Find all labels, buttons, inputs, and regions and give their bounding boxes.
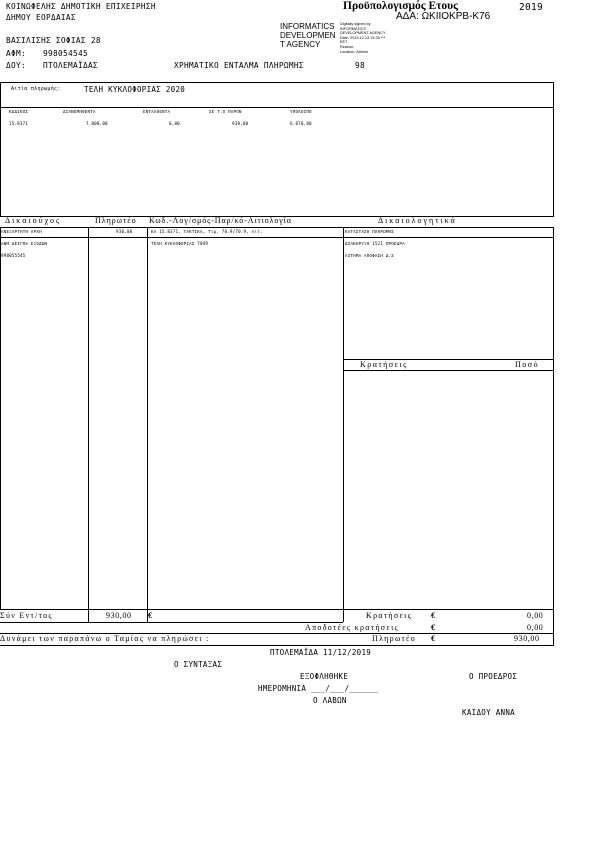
budget-header-allocated: ΔΙΑΝΕΜΗΘΕΝΤΑ bbox=[63, 109, 96, 114]
header-divider bbox=[0, 237, 554, 238]
payable-total-currency: € bbox=[431, 634, 435, 643]
column-divider bbox=[147, 227, 148, 610]
company-name-line1: ΚΟΙΝΩΦΕΛΗΣ ΔΗΜΟΤΙΚΗ ΕΠΙΧΕΙΡΗΣΗ bbox=[6, 2, 156, 11]
beneficiary-line: 998055545 bbox=[1, 253, 26, 258]
totals-divider bbox=[343, 610, 344, 622]
receiver-label: Ο ΛΑΒΩΝ bbox=[313, 696, 347, 705]
withholdings-header: Κρατήσεις bbox=[360, 360, 408, 369]
company-name-line2: ΔΗΜΟΥ ΕΟΡΔΑΙΑΣ bbox=[6, 13, 76, 22]
totals-divider bbox=[88, 610, 89, 622]
sum-value: 930,00 bbox=[106, 611, 132, 620]
main-table bbox=[0, 227, 554, 610]
budget-table bbox=[0, 107, 554, 217]
doy-value: ΠΤΟΛΕΜΑΪΔΑΣ bbox=[43, 61, 98, 70]
stamp-org-line: DEVELOPMEN bbox=[280, 31, 336, 40]
budget-header-current: ΣΕ Τ.Ο ΠΑΡΟΝ bbox=[209, 109, 242, 114]
returned-withholdings-value: 0,00 bbox=[527, 623, 544, 632]
budget-header-ordered: ΕΝΤΑΛΘΕΝΤΑ bbox=[143, 109, 171, 114]
reason-label: Αιτία πληρωμής: bbox=[11, 86, 61, 92]
doy-label: ΔΟΥ: bbox=[6, 61, 26, 70]
code-reason-line: ΤΕΛΗ ΚΥΚΛΟΦΟΡΙΑΣ 7049 bbox=[151, 241, 209, 246]
afm-label: ΑΦΜ: bbox=[6, 49, 26, 58]
beneficiary-line: ΑΝΕΞΑΡΤΗΤΗ ΑΡΧΗ bbox=[1, 229, 42, 234]
reason-value: ΤΕΛΗ ΚΥΚΛΟΦΟΡΙΑΣ 2020 bbox=[84, 85, 186, 94]
stamp-org-line: INFORMATICS bbox=[280, 22, 335, 31]
certified-label: ΕΞΟΦΛΗΘΗΚΕ bbox=[300, 672, 349, 681]
stamp-org-line: T AGENCY bbox=[280, 40, 321, 49]
president-name: ΚΑΙΔΟΥ ΑΝΝΑ bbox=[462, 708, 515, 717]
document-line: ΔΙΑΚΗΡΥΞΗ 1521 ΠΡΟΕΔΡΑ bbox=[345, 241, 405, 246]
budget-cell-allocated: 7.000,00 bbox=[86, 121, 108, 126]
budget-title: Προϋπολογισμός Ετους bbox=[343, 0, 459, 12]
budget-cell-ordered: 0,00 bbox=[169, 121, 180, 126]
place-date: ΠΤΟΛΕΜΑΪΔΑ 11/12/2019 bbox=[270, 648, 372, 657]
payment-instruction: Δυνάμει των παραπάνω ο Ταμίας να πληρώσει : bbox=[0, 634, 210, 643]
signature-stamp-details bbox=[340, 22, 386, 54]
document-line: ΑΙΤΗΜΑ ΑΠΟΦΑΣΗ Δ.Σ bbox=[345, 253, 394, 258]
stamp-detail-line: Reason: bbox=[340, 44, 355, 49]
beneficiary-line: ΑΦΜ ΔΕΙΓΜΑ ΕΞΟΔΩΝ bbox=[1, 241, 48, 246]
ada-code: ΑΔΑ: ΩΚΙΙΟΚΡΒ-Κ76 bbox=[396, 11, 491, 22]
budget-header-code: ΚΩΔΙΚΟΣ bbox=[9, 109, 29, 114]
afm-value: 998054545 bbox=[43, 49, 88, 58]
budget-cell-balance: 6.070,00 bbox=[290, 121, 312, 126]
composed-by-label: Ο ΣΥΝΤΑΞΑΣ bbox=[174, 660, 223, 669]
sum-label: Σύν Εντ/τος bbox=[0, 611, 53, 620]
returned-withholdings-currency: € bbox=[431, 623, 435, 632]
stamp-detail-line: INFORMATICS bbox=[340, 26, 366, 31]
stamp-detail-line: EET bbox=[340, 40, 348, 45]
company-address: ΒΑΣΙΛΙΣΗΣ ΣΟΦΙΑΣ 28 bbox=[6, 36, 101, 45]
withholdings-header-line bbox=[343, 370, 554, 371]
document-number: 98 bbox=[355, 61, 365, 70]
president-label: Ο ΠΡΟΕΔΡΟΣ bbox=[469, 672, 518, 681]
budget-cell-current: 930,00 bbox=[232, 121, 249, 126]
budget-year: 2019 bbox=[519, 2, 544, 13]
stamp-detail-line: Date: 2019.12.13 13:28 *** bbox=[340, 35, 386, 40]
payable-total-label: Πληρωτέο bbox=[372, 634, 417, 643]
budget-cell-code: 15.8371 bbox=[9, 121, 29, 126]
withholdings-amount-header: Ποσό bbox=[515, 360, 540, 369]
returned-withholdings-label: Αποδοτέες κρατήσεις bbox=[305, 623, 399, 632]
stamp-detail-line: DEVELOPMENT AGENCY bbox=[340, 31, 386, 36]
header-documents: Δικαιολογητικά bbox=[378, 216, 457, 225]
totals-withholdings-currency: € bbox=[431, 611, 435, 620]
document-line: ΚΑΤΑΣΤΑΣΗ ΠΛΗΡΩΜΗΣ bbox=[345, 229, 394, 234]
code-reason-line: ΚΑ 15.8371, ΤΑΚΤΙΚΑ, Τιμ. 70.9/70.9, Αιτ. bbox=[151, 229, 263, 234]
signature-stamp-org bbox=[280, 22, 336, 49]
totals-line bbox=[0, 622, 343, 623]
column-divider bbox=[88, 227, 89, 610]
header-beneficiary: Δικαιούχος bbox=[5, 216, 62, 225]
sum-currency: € bbox=[148, 611, 152, 620]
stamp-detail-line: Location: Athens bbox=[340, 49, 369, 54]
budget-header-balance: ΥΠΟΛΟΙΠΟ bbox=[290, 109, 312, 114]
document-title: ΧΡΗΜΑΤΙΚΟ ΕΝΤΑΛΜΑ ΠΛΗΡΩΜΗΣ bbox=[174, 61, 304, 70]
stamp-detail-line: Digitally signed by bbox=[340, 22, 371, 26]
payable-total-value: 930,00 bbox=[514, 634, 540, 643]
totals-line bbox=[0, 645, 554, 646]
totals-divider bbox=[553, 610, 554, 645]
header-payable: Πληρωτέο bbox=[95, 216, 137, 225]
payment-date-field: ΗΜΕΡΟΜΗΝΙΑ ___/___/______ bbox=[258, 684, 379, 693]
header-code-reason: Κωδ.-Λογ/σμός-Παρ/κό-Αιτιολογία bbox=[149, 216, 292, 225]
totals-withholdings-label: Κρατήσεις bbox=[366, 611, 413, 620]
payable-cell: 930,00 bbox=[116, 229, 133, 234]
totals-withholdings-value: 0,00 bbox=[527, 611, 544, 620]
column-divider bbox=[343, 227, 344, 610]
